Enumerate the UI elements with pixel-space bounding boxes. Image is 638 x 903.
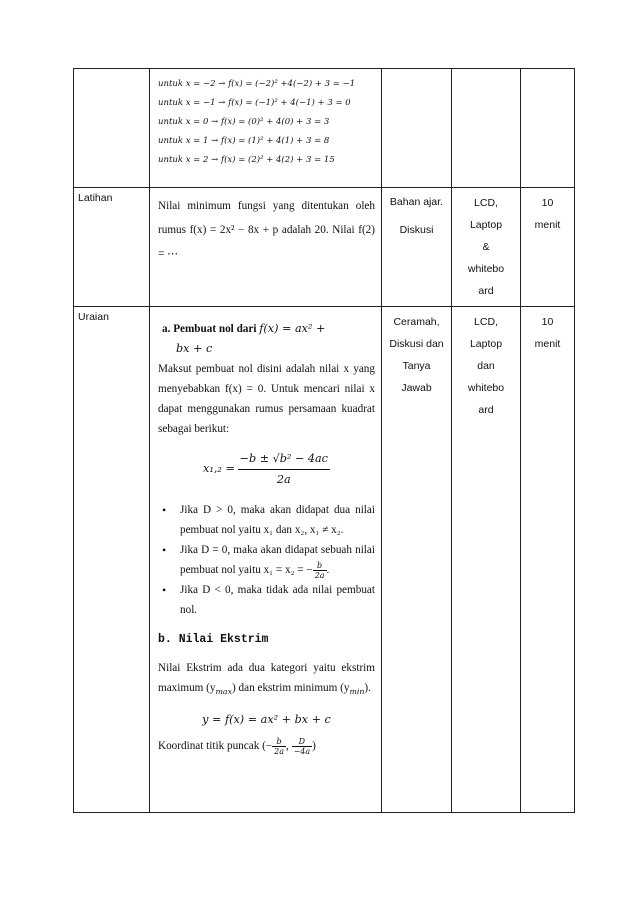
- uraian-metode: Ceramah, Diskusi dan Tanya Jawab: [382, 307, 452, 813]
- uraian-label: Uraian: [74, 307, 150, 813]
- latihan-label: Latihan: [74, 188, 150, 307]
- calculation-cell: [150, 69, 382, 188]
- quadratic-function: y = f(x) = ax² + bx + c: [202, 713, 331, 727]
- uraian-media: LCD, Laptop dan whitebo ard: [452, 307, 521, 813]
- latihan-metode: Bahan ajar. Diskusi: [382, 188, 452, 307]
- uraian-row: [74, 307, 575, 813]
- latihan-media: LCD, Laptop & whitebo ard: [452, 188, 521, 307]
- lesson-table: [73, 68, 575, 813]
- section-a-heading: a. Pembuat nol dari f(x) = ax² +: [162, 322, 326, 335]
- ekstrim-explanation: Nilai Ekstrim ada dua kategori yaitu ekstrim maximum $(y_{max})$ dan ekstrim minimum $(y_{min})$.: [158, 662, 375, 697]
- calc-line: untuk x = −2 → f(x) = (−2)² +4(−2) + 3 = −1: [158, 79, 356, 89]
- calc-line: untuk x = −1 → f(x) = (−1)² + 4(−1) + 3 = 0: [158, 98, 351, 108]
- latihan-waktu: 10 menit: [521, 188, 575, 307]
- continuation-row: [74, 69, 575, 188]
- empty-label-cell: [74, 69, 150, 188]
- quadratic-formula: x₁,₂ = $\frac{\text{−b ± √b² − 4ac}}{2a}$: [158, 449, 375, 490]
- latihan-row: [74, 188, 575, 307]
- section-b-heading: b. Nilai Ekstrim: [158, 633, 269, 646]
- pembuat-nol-explanation: Maksut pembuat nol disini adalah nilai x yang menyebabkan f(x) = 0. Untuk mencari nilai x dapat menggunakan rumus persamaan kuadrat sebagai berikut:: [158, 363, 375, 435]
- calc-line: untuk x = 0 → f(x) = (0)² + 4(0) + 3 = 3: [158, 117, 330, 127]
- discriminant-list: [158, 500, 375, 620]
- uraian-content: a. Pembuat nol dari f(x) = ax² + bx + c Maksut pembuat nol disini adalah nilai x yang menyebabkan f(x) = 0. Untuk mencari nilai x dapat menggunakan rumus persamaan kuadrat sebagai berikut: x₁,₂ = $\frac{\text{−b ± √b² − 4ac}}{2a}$ • Jika D > 0, maka akan didapat dua nilai pembuat nol yaitu x₁ dan x₂, x₁ ≠ x₂. • Jika D = 0, maka akan didapat sebuah nilai pembuat nol yaitu x₁ = x₂ = − $\frac{b}{2a}$ . • Jika D < 0, maka tidak ada nilai pembuat nol. b. Nilai Ekstrim Nilai Ekstrim ada dua kategori yaitu ekstrim maximum $(y_{max})$ dan ekstrim minimum $(y_{min})$. y = f(x) = ax² + bx + c Koordinat titik puncak (− $\frac{b}{2a}$ , $\frac{D}{-4a}$ ): [150, 307, 382, 813]
- latihan-content: [150, 188, 382, 307]
- list-item: • Jika D > 0, maka akan didapat dua nilai pembuat nol yaitu x₁ dan x₂, x₁ ≠ x₂.: [158, 500, 375, 540]
- calc-line: untuk x = 2 → f(x) = (2)² + 4(2) + 3 = 15: [158, 155, 335, 165]
- latihan-question: Nilai minimum fungsi yang ditentukan oleh rumus f(x) = 2x² − 8x + p adalah 20. Nilai f(2) = ⋯: [158, 200, 375, 260]
- list-item: • Jika D < 0, maka tidak ada nilai pembuat nol.: [158, 580, 375, 620]
- uraian-waktu: 10 menit: [521, 307, 575, 813]
- calc-line: untuk x = 1 → f(x) = (1)² + 4(1) + 3 = 8: [158, 136, 330, 146]
- titik-puncak: Koordinat titik puncak (− $\frac{b}{2a}$ , $\frac{D}{-4a}$ ): [158, 737, 316, 757]
- list-item: • Jika D = 0, maka akan didapat sebuah nilai pembuat nol yaitu x₁ = x₂ = − $\frac{b}{2a}$ .: [158, 540, 375, 580]
